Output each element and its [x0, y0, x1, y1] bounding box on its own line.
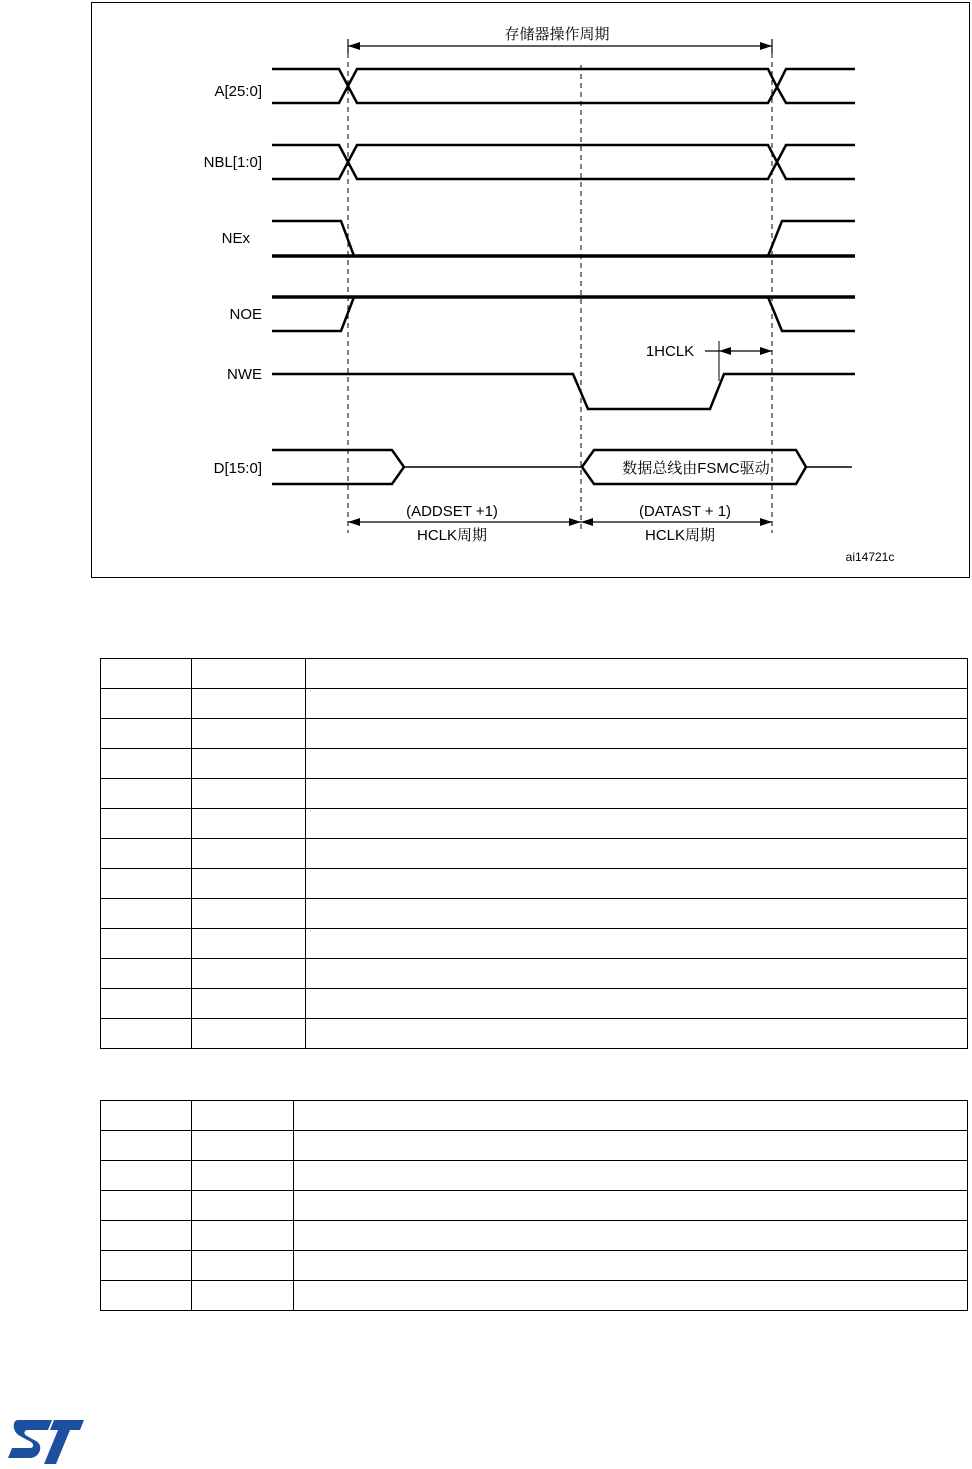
signal-label-nwe: NWE	[227, 366, 262, 383]
signal-label-nex: NEx	[221, 230, 250, 247]
table1-cell	[101, 689, 192, 719]
table1-row	[101, 659, 968, 689]
table2-row	[101, 1191, 968, 1221]
table1-row	[101, 749, 968, 779]
table1-cell	[192, 929, 306, 959]
table1-cell	[192, 659, 306, 689]
table1-cell	[192, 689, 306, 719]
table1-cell	[192, 959, 306, 989]
memory-cycle-arrow-left	[348, 42, 360, 50]
table1-cell	[192, 989, 306, 1019]
table2-cell	[294, 1101, 968, 1131]
table2-cell	[101, 1191, 192, 1221]
table1-cell	[192, 839, 306, 869]
st-logo	[6, 1418, 84, 1466]
table2-cell	[294, 1221, 968, 1251]
table2-cell	[101, 1161, 192, 1191]
table1-cell	[192, 719, 306, 749]
table1-cell	[192, 899, 306, 929]
table2-row	[101, 1161, 968, 1191]
table1-row	[101, 869, 968, 899]
timing-diagram	[91, 2, 970, 578]
table1-cell	[101, 989, 192, 1019]
table1-cell	[101, 899, 192, 929]
table2-cell	[192, 1221, 294, 1251]
table1-row	[101, 689, 968, 719]
one-hclk-label: 1HCLK	[645, 343, 695, 360]
table1-cell	[306, 809, 968, 839]
signal-label-a: A[25:0]	[214, 83, 262, 100]
table2-cell	[294, 1251, 968, 1281]
table1-cell	[306, 1019, 968, 1049]
table2-cell	[101, 1281, 192, 1311]
table1-cell	[306, 929, 968, 959]
table1-cell	[101, 839, 192, 869]
memory-cycle-arrow-right	[760, 42, 772, 50]
table1-cell	[192, 779, 306, 809]
register-table-2-body	[101, 1101, 968, 1311]
table1-cell	[306, 659, 968, 689]
data-bus-label: 数据总线由FSMC驱动	[622, 460, 770, 477]
table2-cell	[192, 1191, 294, 1221]
waveform-a	[272, 69, 855, 103]
table1-cell	[101, 959, 192, 989]
table2-cell	[192, 1131, 294, 1161]
table1-row	[101, 899, 968, 929]
table1-cell	[192, 809, 306, 839]
table1-cell	[101, 719, 192, 749]
table1-row	[101, 779, 968, 809]
table1-cell	[101, 749, 192, 779]
table1-cell	[101, 929, 192, 959]
table2-cell	[294, 1131, 968, 1161]
table1-cell	[101, 659, 192, 689]
table1-cell	[306, 719, 968, 749]
register-table-1	[100, 658, 968, 1049]
table2-row	[101, 1281, 968, 1311]
table1-row	[101, 809, 968, 839]
table1-cell	[306, 689, 968, 719]
table2-cell	[192, 1281, 294, 1311]
register-table-1-body	[101, 659, 968, 1049]
table1-row	[101, 959, 968, 989]
table1-row	[101, 929, 968, 959]
table2-cell	[192, 1101, 294, 1131]
table1-cell	[101, 869, 192, 899]
table1-row	[101, 1019, 968, 1049]
table2-row	[101, 1131, 968, 1161]
signal-label-d: D[15:0]	[213, 460, 262, 477]
register-table-2	[100, 1100, 968, 1311]
table1-cell	[306, 989, 968, 1019]
addset-label: (ADDSET +1)	[406, 503, 498, 520]
table1-cell	[101, 779, 192, 809]
table1-row	[101, 839, 968, 869]
table1-cell	[192, 749, 306, 779]
table2-cell	[192, 1251, 294, 1281]
table2-cell	[294, 1281, 968, 1311]
table1-row	[101, 719, 968, 749]
signal-label-noe: NOE	[229, 306, 262, 323]
table2-cell	[101, 1131, 192, 1161]
table1-cell	[306, 749, 968, 779]
waveform-noe	[272, 297, 855, 331]
table2-cell	[192, 1161, 294, 1191]
figure-ref: ai14721c	[845, 550, 895, 564]
table2-cell	[101, 1251, 192, 1281]
waveform-nwe	[272, 374, 855, 409]
table1-cell	[306, 869, 968, 899]
table1-cell	[306, 959, 968, 989]
waveform-nbl	[272, 145, 855, 179]
table1-cell	[101, 809, 192, 839]
memory-cycle-title: 存储器操作周期	[504, 26, 610, 43]
table2-row	[101, 1101, 968, 1131]
table1-cell	[306, 839, 968, 869]
table2-row	[101, 1221, 968, 1251]
datast-unit-label: HCLK周期	[644, 527, 716, 544]
table2-cell	[101, 1221, 192, 1251]
table2-row	[101, 1251, 968, 1281]
table1-row	[101, 989, 968, 1019]
signal-label-nbl: NBL[1:0]	[203, 154, 262, 171]
table1-cell	[192, 869, 306, 899]
table1-cell	[306, 779, 968, 809]
table2-cell	[294, 1161, 968, 1191]
table1-cell	[306, 899, 968, 929]
waveform-nex	[272, 221, 855, 256]
table1-cell	[101, 1019, 192, 1049]
timing-diagram-svg	[92, 3, 971, 579]
addset-unit-label: HCLK周期	[416, 527, 488, 544]
table2-cell	[294, 1191, 968, 1221]
table1-cell	[192, 1019, 306, 1049]
table2-cell	[101, 1101, 192, 1131]
datast-label: (DATAST + 1)	[638, 503, 732, 520]
